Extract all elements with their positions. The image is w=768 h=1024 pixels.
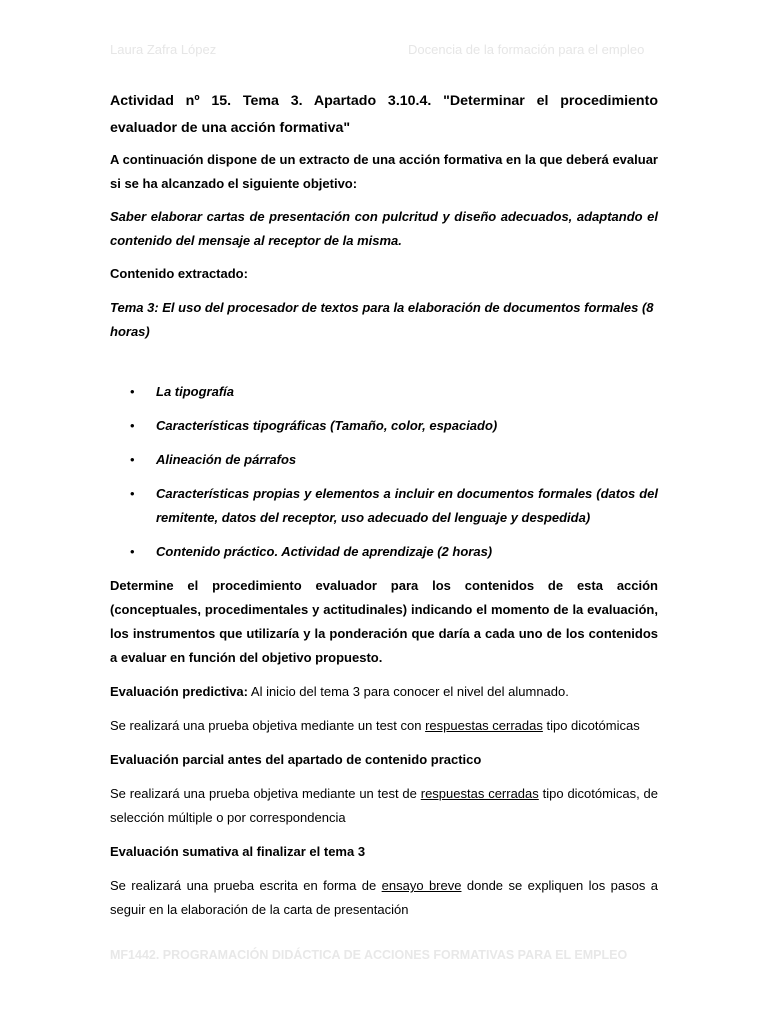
list-item: • Contenido práctico. Actividad de aprendizaje (2 horas) <box>110 540 658 564</box>
predictive-label: Evaluación predictiva: <box>110 684 248 699</box>
bullet-glyph: • <box>130 418 135 433</box>
list-item: • Características tipográficas (Tamaño, color, espaciado) <box>110 414 658 438</box>
content-label: Contenido extractado: <box>110 266 248 281</box>
underlined-term: respuestas cerradas <box>425 718 543 733</box>
bullet-glyph: • <box>130 544 135 559</box>
document-body <box>110 88 658 922</box>
list-item: • Alineación de párrafos <box>110 448 658 472</box>
summative-detail: Se realizará una prueba escrita en forma de ensayo breve donde se expliquen los pasos a seguir en la elaboración de la carta de presentación <box>110 878 658 917</box>
predictive-evaluation <box>110 680 658 704</box>
header-course: Docencia de la formación para el empleo <box>408 42 645 57</box>
summative-evaluation-label: Evaluación sumativa al finalizar el tema 3 <box>110 844 366 859</box>
list-item: • La tipografía <box>110 380 658 404</box>
topic-heading: Tema 3: El uso del procesador de textos para la elaboración de documentos formales (8 horas) <box>110 300 654 339</box>
underlined-term: respuestas cerradas <box>420 786 539 801</box>
partial-detail: Se realizará una prueba objetiva mediante un test de respuestas cerradas tipo dicotómicas, de selección múltiple o por correspondencia <box>110 786 659 825</box>
bullet-glyph: • <box>130 486 135 501</box>
bullet-glyph: • <box>130 452 135 467</box>
predictive-text: Al inicio del tema 3 para conocer el nivel del alumnado. <box>248 684 569 699</box>
question-paragraph: Determine el procedimiento evaluador para los contenidos de esta acción (conceptuales, procedimentales y actitudinales) indicando el momento de la evaluación, los instrumentos que utilizaría y la ponderación que daría a cada uno de los contenidos a evaluar en función del objetivo propuesto. <box>110 578 658 665</box>
list-item: • Características propias y elementos a incluir en documentos formales (datos del remitente, datos del receptor, uso adecuado del lenguaje y despedida) <box>110 482 658 530</box>
objective-paragraph: Saber elaborar cartas de presentación con pulcritud y diseño adecuados, adaptando el contenido del mensaje al receptor de la misma. <box>110 209 658 248</box>
intro-paragraph: A continuación dispone de un extracto de una acción formativa en la que deberá evaluar si se ha alcanzado el siguiente objetivo: <box>110 152 658 191</box>
footer-module-title: MF1442. PROGRAMACIÓN DIDÁCTICA DE ACCIONES FORMATIVAS PARA EL EMPLEO <box>110 948 628 962</box>
header-author: Laura Zafra López <box>110 42 217 57</box>
predictive-detail: Se realizará una prueba objetiva mediante un test con respuestas cerradas tipo dicotómicas <box>110 718 640 733</box>
bullet-glyph: • <box>130 384 135 399</box>
topic-bullet-list <box>110 380 658 564</box>
activity-title: Actividad nº 15. Tema 3. Apartado 3.10.4. "Determinar el procedimiento evaluador de una acción formativa" <box>110 93 658 136</box>
underlined-term: ensayo breve <box>381 878 462 893</box>
partial-evaluation-label: Evaluación parcial antes del apartado de contenido practico <box>110 752 482 767</box>
